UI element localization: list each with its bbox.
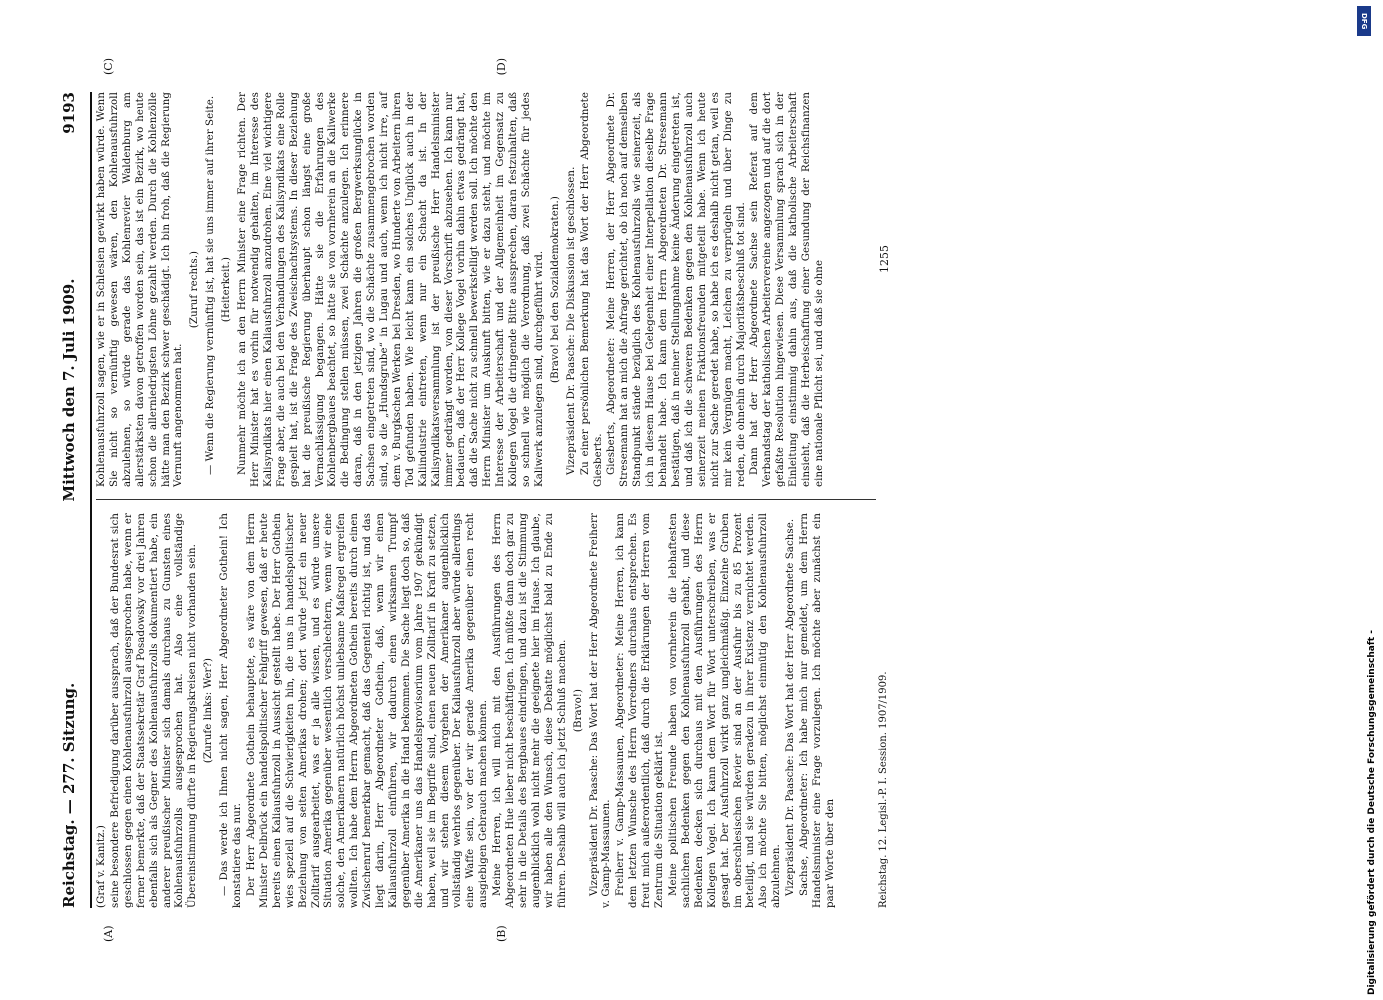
paragraph: Vizepräsident Dr. Paasche: Das Wort hat der Herr Abgeordnete Freiherr v. Gamp-Massaunen. (588, 513, 613, 908)
paragraph: Vizepräsident Dr. Paasche: Die Diskussion ist geschlossen. (565, 166, 577, 475)
margin-letter-c: (C) (102, 58, 115, 75)
paragraph: Kohlenausfuhrzoll sagen, wie er in Schlesien gewirkt haben würde. Wenn Sie nicht so vernünftig gewesen wären, den Kohlenausfuhrzoll abzulehnen, so würde gerade das Kohlenrevier Waldenburg am allerstärksten davon getroffen worden sein, das ist ein Bezirk, wo heute schon die allerniedrigsten Löhne gezahlt werden. Durch die Kohlenzölle hätte man den Bezirk schwer geschädigt. Ich bin froh, daß die Regierung Vernunft angenommen hat. (96, 92, 185, 487)
header-rule (90, 92, 92, 908)
paragraph: (Heiterkeit.) (221, 256, 233, 323)
dfg-logo: DFG (1357, 6, 1371, 36)
paragraph: (Zurufe links: Wer?) (203, 657, 215, 764)
paragraph: seine besondere Befriedigung darüber aussprach, daß der Bundesrat sich geschlossen gegen einen Kohlenausfuhrzoll ausgesprochen habe, wenn er ferner bemerkte, daß der Staatssekretär Graf Posadowsky vor drei Jahren ebenfalls sich als Gegner des Kohlenausfuhrzolls dokumentiert habe, ein anderer preußischer Minister sich damals durchaus zu Gunsten eines Kohlenausfuhrzolls ausgesprochen hat. Also eine vollständige Übereinstimmung dürfte in Regierungskreisen nicht vorhanden sein. (109, 513, 199, 908)
paragraph: Sachse, Abgeordneter: Ich habe mich nur gemeldet, um dem Herrn Handelsminister eine Frage vorzulegen. Ich möchte aber zunächst ein paar Worte über den (799, 513, 836, 908)
paragraph: Freiherr v. Gamp-Massaunen, Abgeordneter: Meine Herren, ich kann dem letzten Wunsche des Herrn Vorredners durchaus entsprechen. Es freut mich außerordentlich, daß durch die Erklärungen der Herren vom Zentrum die Situation geklärt ist. (615, 513, 666, 908)
paragraph: (Bravo!) (572, 688, 584, 733)
text-column-right (96, 92, 828, 487)
paragraph: Dann hat der Herr Abgeordnete Sachse sein Referat auf dem Verbandstag der katholischen Arbeitervereine angezogen und auf die dort gefaßte Resolution hingewiesen. Diese Versammlung sprach sich in der Einleitung einstimmig dahin aus, daß die katholische Arbeiterschaft einsieht, daß die Herbeischaffung einer Gesundung der Reichsfinanzen eine nationale Pflicht sei, und daß sie ohne (749, 92, 825, 487)
paragraph: — Wenn die Regierung vernünftig ist, hat sie uns immer auf ihrer Seite. (205, 95, 217, 475)
page-number: 9193 (60, 92, 78, 134)
paragraph: Meine politischen Freunde haben von vornherein die lebhaftesten sachlichen Bedenken gegen den Kohlenausfuhrzoll gehabt, und diese Bedenken decken sich durchaus mit den Ausführungen des Herrn Kollegen Vogel. Ich kann dem Wort für Wort unterschreiben, was er gesagt hat. Der Ausfuhrzoll wirkt ganz ungleichmäßig. Einzelne Gruben im oberschlesischen Revier sind an der Ausfuhr bis zu 85 Prozent beteiligt, und sie würden geradezu in ihrer Existenz vernichtet werden. Also ich möchte Sie bitten, möglichst einmütig den Kohlenausfuhrzoll abzulehnen. (667, 513, 783, 908)
margin-letter-d: (D) (495, 58, 508, 76)
margin-letter-a: (A) (102, 925, 115, 942)
footer-sheet-number: 1255 (878, 245, 891, 273)
paragraph: Meine Herren, ich will mich mit den Ausführungen des Herrn Abgeordneten Hue lieber nicht beschäftigen. Ich müßte dann doch gar zu sehr in die Details des Bergbaues eindringen, und dazu ist die Stimmung augenblicklich wohl nicht mehr die geeignete hier im Hause. Ich glaube, wir haben alle den Wunsch, diese Debatte möglichst bald zu Ende zu führen. Deshalb will auch ich jetzt Schluß machen. (492, 513, 568, 908)
column-divider (96, 499, 876, 500)
text-column-left (96, 513, 839, 908)
paragraph: Nunmehr möchte ich an den Herrn Minister eine Frage richten. Der Herr Minister hat es vorhin für notwendig gehalten, im Interesse des Kalisyndikats hier einen Kaliausfuhrzoll anzudrohen. Eine viel wichtigere Frage aber, die auch bei den Verhandlungen des Kalisyndikats eine Rolle gespielt hat, ist die Frage des Zweischachtsystems. In dieser Beziehung hat die preußische Regierung überhaupt schon längst eine große Vernachlässigung begangen. Hätte sie die Erfahrungen des Kohlenbergbaues beachtet, so hätte sie von vornherein an die Kaliwerke die Bedingung stellen müssen, zwei Schächte anzulegen. Ich erinnere daran, daß in den jetzigen Jahren die großen Bergwerksunglücke in Sachsen eingetreten sind, wo die Schächte zusammengebrochen worden sind, so die „Hundsgrube“ in Lugau und auch, wenn ich nicht irre, auf dem v. Burgkschen Werken bei Dresden, wo Hunderte von Arbeitern ihren Tod gefunden haben. Wie leicht kann ein solches Unglück auch in der Kaliindustrie eintreten, wenn nur ein Schacht da ist. In der Kalisyndikatsversammlung ist der preußische Herr Handelsminister immer gedrängt worden, von dieser Vorschrift abzusehen. Ich kann nur bedauern, daß der Herr Kollege Vogel vorhin dahin etwas gedrängt hat, daß die Sache nicht zu schnell bewerkstelligt werden soll. Ich möchte den Herrn Minister um Auskunft bitten, wie er dazu steht, und möchte im Interesse der Arbeiterschaft und der Allgemeinheit im Gegensatz zu Kollegen Vogel die dringende Bitte aussprechen, daran festzuhalten, daß so schnell wie möglich die Verordnung, daß zwei Schächte für jedes Kaliwerk anzulegen sind, durchgeführt wird. (237, 92, 545, 487)
paragraph: Zu einer persönlichen Bemerkung hat das Wort der Herr Abgeordnete Giesberts. (579, 92, 604, 487)
footer-session: Reichstag. 12. Legisl.-P. I. Session. 1907/1909. (878, 671, 889, 908)
credit-text: Digitalisierung gefördert durch die Deutsche Forschungsgemeinschaft - (1367, 630, 1377, 995)
paragraph: — Das werde ich Ihnen nicht sagen, Herr Abgeordneter Gothein! Ich konstatiere das nur. (219, 513, 244, 908)
paragraph: Giesberts, Abgeordneter: Meine Herren, der Herr Abgeordnete Dr. Stresemann hat an mich die Anfrage gerichtet, ob ich noch auf demselben Standpunkt stände bezüglich des Kohlenausfuhrzolls wie seinerzeit, als ich in diesem Hause bei Gelegenheit einer Interpellation dieselbe Frage behandelt habe. Ich kann dem Herrn Abgeordneten Dr. Stresemann bestätigen, daß in meiner Stellungnahme keine Änderung eingetreten ist, und daß ich die schweren Bedenken gegen den Kohlenausfuhrzoll auch seinerzeit meinen Fraktionsfreunden mitgeteilt habe. Wenn ich heute nicht zur Sache geredet habe, so habe ich es deshalb nicht getan, weil es mir kein Vergnügen macht, Leichen zu verprügeln und über Dinge zu reden, die ohnehin durch Majoritätsbeschluß tot sind. (606, 92, 747, 487)
digitization-credit (1349, 5, 1377, 995)
paragraph: (Bravo! bei den Sozialdemokraten.) (549, 196, 561, 383)
paragraph: (Graf v. Kanitz.) (96, 825, 107, 908)
header-left: Reichstag. — 277. Sitzung. (60, 682, 78, 908)
paragraph: Vizepräsident Dr. Paasche: Das Wort hat der Herr Abgeordnete Sachse. (785, 518, 797, 896)
header-center: Mittwoch den 7. Juli 1909. (60, 278, 78, 502)
paragraph: Der Herr Abgeordnete Gothein behauptete, es wäre von dem Herrn Minister Delbrück ein handelspolitischer Fehlgriff gewesen, daß er heute bereits einen Kaliausfuhrzoll in Aussicht gestellt habe. Der Herr Gothein wies speziell auf die Schwierigkeiten hin, die uns in handelspolitischer Beziehung von seiten Amerikas drohen; dort würde jetzt ein neuer Zolltarif ausgearbeitet, was er ja alle wissen, und es würde unsere Situation Amerika gegenüber wesentlich verschlechtern, wenn wir eine solche, den Amerikanern natürlich höchst unliebsame Maßregel ergreifen wollten. Ich habe dem Herrn Abgeordneten Gothein bereits durch einen Zwischenruf bemerkbar gemacht, daß das Gegenteil richtig ist, und das liegt darin, Herr Abgeordneter Gothein, daß, wenn wir einen Kaliausfuhrzoll einführen, wir dadurch einen wirksamen Trumpf gegenüber Amerika in die Hand bekommen. Die Sache liegt doch so, daß die Amerikaner uns das Handelsprovisorium vom Jahre 1907 gekündigt haben, weil sie im Begriffe sind, einen neuen Zolltarif in Kraft zu setzen, und wir stehen diesem Vorgehen der Amerikaner augenblicklich vollständig wehrlos gegenüber. Der Kaliausfuhrzoll aber würde allerdings eine Waffe sein, vor der wir gerade Amerika gegenüber einen recht ausgiebigen Gebrauch machen können. (245, 513, 490, 908)
margin-letter-b: (B) (495, 925, 508, 942)
paragraph: (Zuruf rechts.) (189, 250, 201, 329)
